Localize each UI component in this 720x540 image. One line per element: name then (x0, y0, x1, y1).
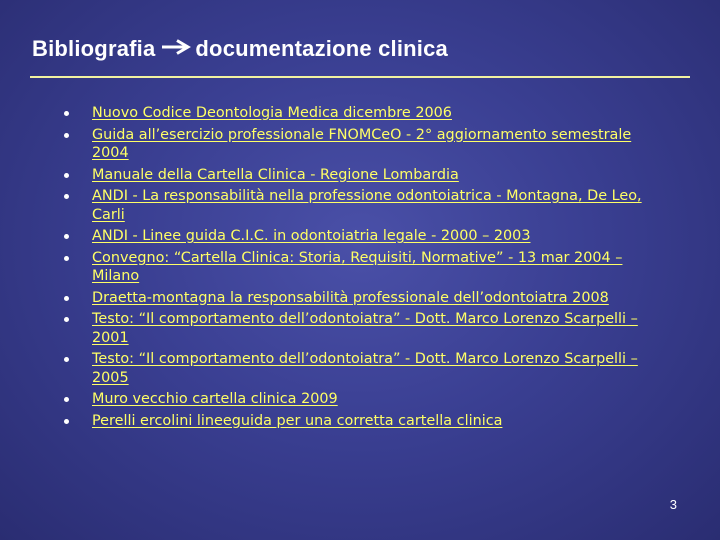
bullet-icon (64, 419, 69, 424)
bullet-icon (64, 296, 69, 301)
bibliography-link[interactable]: Draetta-montagna la responsabilità professionale dell’odontoiatra 2008 (92, 289, 609, 306)
bibliography-item[interactable] (60, 412, 660, 431)
bullet-icon (64, 133, 69, 138)
bibliography-item[interactable] (60, 289, 660, 308)
bibliography-item[interactable] (60, 249, 660, 286)
bullet-icon (64, 111, 69, 116)
bibliography-link[interactable]: Perelli ercolini lineeguida per una corretta cartella clinica (92, 412, 503, 429)
title-right: documentazione clinica (195, 36, 448, 61)
bibliography-link[interactable]: Manuale della Cartella Clinica - Regione Lombardia (92, 166, 459, 183)
bullet-icon (64, 194, 69, 199)
title-divider (30, 76, 690, 78)
bullet-icon (64, 397, 69, 402)
bibliography-link[interactable]: Convegno: “Cartella Clinica: Storia, Requisiti, Normative” - 13 mar 2004 – Milano (92, 249, 623, 284)
bibliography-link[interactable]: ANDI - La responsabilità nella professione odontoiatrica - Montagna, De Leo, Carli (92, 188, 642, 223)
bibliography-link[interactable]: ANDI - Linee guida C.I.C. in odontoiatria legale - 2000 – 2003 (92, 228, 531, 244)
bibliography-item[interactable] (60, 126, 660, 163)
bibliography-link[interactable]: Testo: “Il comportamento dell’odontoiatra” - Dott. Marco Lorenzo Scarpelli – 2005 (92, 351, 638, 386)
bibliography-link[interactable]: Muro vecchio cartella clinica 2009 (92, 391, 338, 407)
bibliography-link[interactable]: Nuovo Codice Deontologia Medica dicembre 2006 (92, 105, 452, 121)
bibliography-item[interactable] (60, 310, 660, 347)
bibliography-item[interactable] (60, 187, 660, 224)
bullet-icon (64, 317, 69, 322)
bibliography-item[interactable] (60, 166, 660, 185)
bibliography-list (60, 104, 660, 433)
page-number: 3 (669, 497, 677, 512)
bibliography-item[interactable] (60, 227, 660, 246)
bullet-icon (64, 357, 69, 362)
slide-title (32, 36, 448, 63)
bibliography-item[interactable] (60, 104, 660, 123)
bullet-icon (64, 173, 69, 178)
bibliography-item[interactable] (60, 350, 660, 387)
bullet-icon (64, 256, 69, 261)
bibliography-item[interactable] (60, 390, 660, 409)
right-arrow-icon (161, 35, 191, 61)
bibliography-link[interactable]: Testo: “Il comportamento dell’odontoiatra” - Dott. Marco Lorenzo Scarpelli – 2001 (92, 311, 638, 346)
bullet-icon (64, 234, 69, 239)
title-left: Bibliografia (32, 36, 156, 61)
bibliography-link[interactable]: Guida all’esercizio professionale FNOMCeO - 2° aggiornamento semestrale 2004 (92, 126, 632, 161)
